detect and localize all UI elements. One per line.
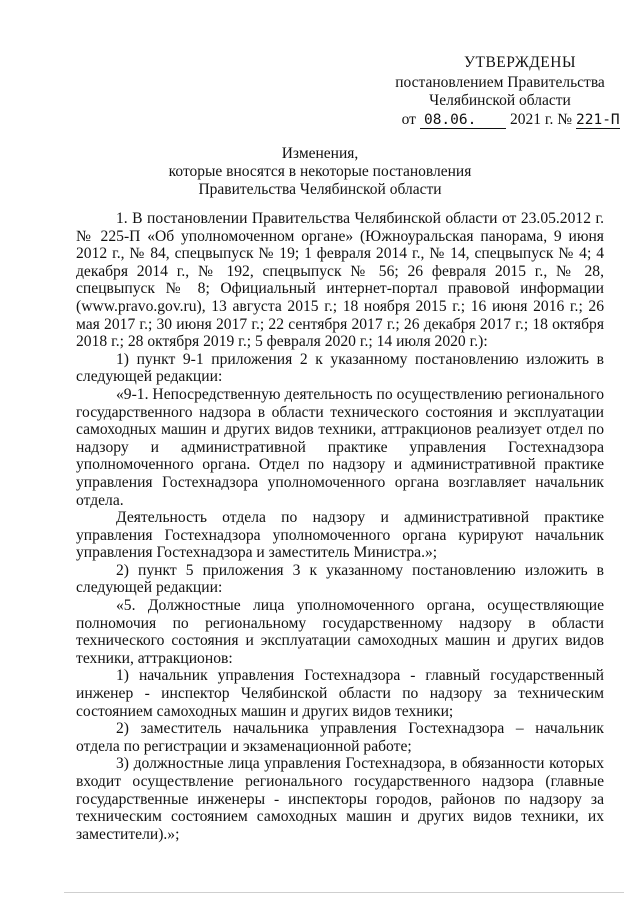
title-line-3: Правительства Челябинской области (198, 181, 442, 198)
paragraph: Деятельность отдела по надзору и административной практике управления Гостехнадзора уполномоченного органа курируют начальник управления Гостехнадзора и заместитель Министра.»; (76, 509, 604, 562)
approval-block (380, 54, 620, 129)
document-body (76, 210, 604, 843)
date-value: 08.06. (420, 113, 506, 129)
paragraph: 3) должностные лица управления Гостехнадзора, в обязанности которых входит осуществление регионального государственного надзора (главные государственные инженеры - инспекторы городов, районов по надзору за техническим состоянием самоходных машин и других видов техники, их заместители).»; (76, 755, 604, 843)
approval-line-1: постановлением Правительства (395, 74, 605, 91)
document-title (100, 145, 540, 199)
year-text: 2021 г. № (509, 111, 572, 128)
paragraph: 2) заместитель начальника управления Гостехнадзора – начальник отдела по регистрации и экзаменационной работе; (76, 720, 604, 755)
title-line-2: которые вносятся в некоторые постановления (168, 163, 472, 180)
title-line-1: Изменения, (281, 145, 359, 162)
paragraph: 1. В постановлении Правительства Челябинской области от 23.05.2012 г. № 225-П «Об уполномоченном органе» (Южноуральская панорама, 9 июня 2012 г., № 84, спецвыпуск № 19; 1 февраля 2014 г., № 14, спецвыпуск № 4; 4 декабря 2014 г., № 192, спецвыпуск № 56; 26 февраля 2015 г., № 28, спецвыпуск № 8; Официальный интернет-портал правовой информации (www.pravo.gov.ru), 13 августа 2015 г.; 18 ноября 2015 г.; 16 июня 2016 г.; 26 мая 2017 г.; 30 июня 2017 г.; 22 сентября 2017 г.; 26 декабря 2017 г.; 18 октября 2018 г.; 28 октября 2019 г.; 5 февраля 2020 г.; 14 июля 2020 г.): (76, 210, 604, 351)
paragraph: 1) пункт 9-1 приложения 2 к указанному постановлению изложить в следующей редакции: (76, 350, 604, 386)
paragraph: «5. Должностные лица уполномоченного органа, осуществляющие полномочия по региональному государственному надзору в области технического состояния и эксплуатации самоходных машин и других видов техники, аттракционов: (76, 597, 604, 667)
date-prefix: от (401, 111, 416, 128)
paragraph: «9-1. Непосредственную деятельность по осуществлению регионального государственного надзора в области технического состояния и эксплуатации самоходных машин и других видов техники, аттракционов реализует отдел по надзору и административной практике управления Гостехнадзора уполномоченного органа. Отдел по надзору и административной практике управления Гостехнадзора уполномоченного органа возглавляет начальник отдела. (76, 385, 604, 509)
paragraph: 1) начальник управления Гостехнадзора - главный государственный инженер - инспектор Челябинской области по надзору за техническим состоянием самоходных машин и других видов техники; (76, 667, 604, 720)
approval-heading: УТВЕРЖДЕНЫ (464, 54, 576, 71)
page-bottom-rule (64, 892, 624, 893)
approval-line-2: Челябинской области (429, 92, 571, 109)
number-value: 221-П (576, 112, 620, 128)
paragraph: 2) пункт 5 приложения 3 к указанному постановлению изложить в следующей редакции: (76, 561, 604, 597)
approval-date-line (380, 111, 620, 129)
